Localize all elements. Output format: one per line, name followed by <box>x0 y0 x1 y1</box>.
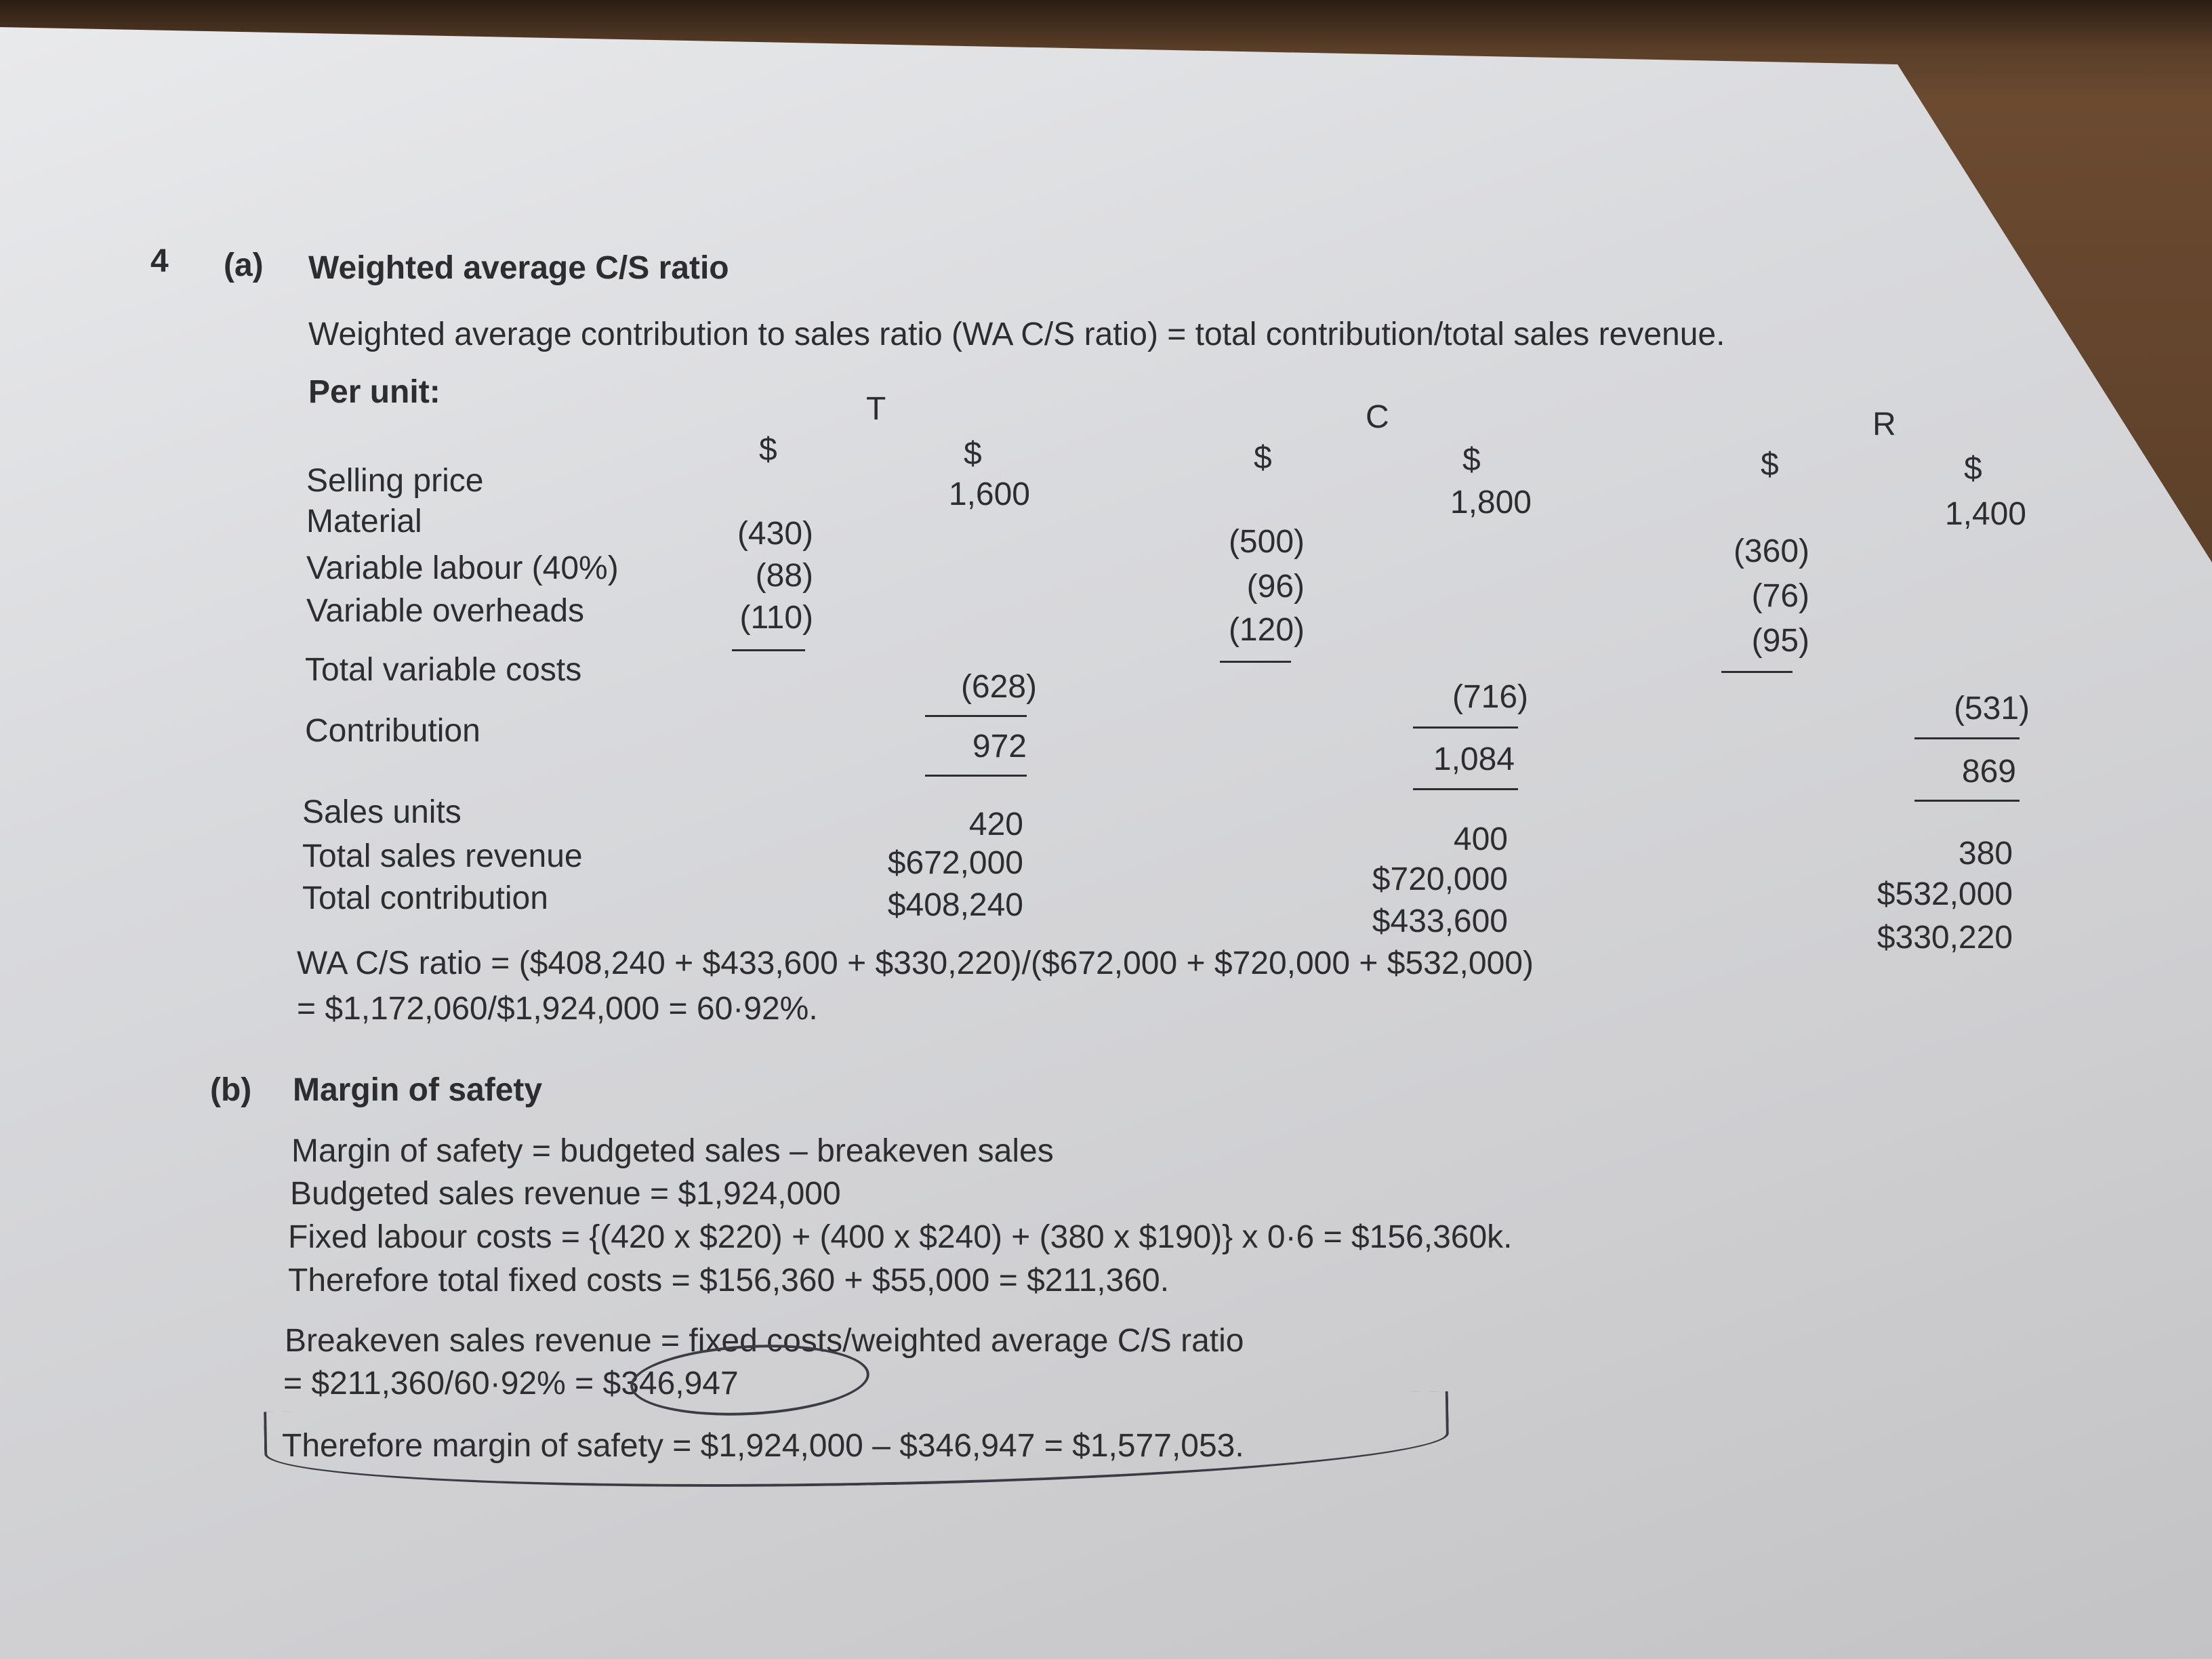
row-label-total-variable-costs: Total variable costs <box>305 652 582 688</box>
c-contribution-rule <box>1413 788 1518 790</box>
t-contribution: 972 <box>972 729 1027 764</box>
c-variable-overheads: (120) <box>1228 612 1305 648</box>
per-unit-label: Per unit: <box>308 374 441 410</box>
row-label-selling-price: Selling price <box>306 463 484 499</box>
c-total-contribution: $433,600 <box>1372 903 1508 939</box>
total-fixed-costs: Therefore total fixed costs = $156,360 + $55,000 = $211,360. <box>288 1263 1170 1298</box>
r-total-contribution: $330,220 <box>1877 920 2013 956</box>
r-sales-units: 380 <box>1958 836 2013 872</box>
question-number: 4 <box>150 243 169 279</box>
t-material: (430) <box>737 516 813 552</box>
r-total-rule <box>1914 737 2020 739</box>
c-total-variable-costs: (716) <box>1452 679 1528 715</box>
c-total-rule <box>1413 726 1518 729</box>
c-subtotal-rule <box>1220 661 1291 663</box>
part-a-label: (a) <box>224 247 264 283</box>
breakeven-formula: Breakeven sales revenue = fixed costs/weighted average C/S ratio <box>285 1323 1244 1359</box>
r-variable-labour: (76) <box>1751 578 1809 614</box>
currency-header: $ <box>1761 447 1779 483</box>
r-contribution: 869 <box>1961 754 2016 790</box>
r-total-sales-revenue: $532,000 <box>1877 876 2013 912</box>
c-total-sales-revenue: $720,000 <box>1372 861 1508 897</box>
part-a-intro: Weighted average contribution to sales ratio (WA C/S ratio) = total contribution/total sales revenue. <box>308 316 1725 352</box>
r-material: (360) <box>1733 533 1809 569</box>
t-total-contribution: $408,240 <box>887 887 1023 923</box>
currency-header: $ <box>759 432 777 468</box>
r-subtotal-rule <box>1721 671 1793 673</box>
r-total-variable-costs: (531) <box>1953 691 2030 726</box>
row-label-variable-overheads: Variable overheads <box>306 593 585 629</box>
row-label-total-contribution: Total contribution <box>302 880 548 916</box>
t-total-variable-costs: (628) <box>960 669 1037 705</box>
row-label-variable-labour: Variable labour (40%) <box>306 550 619 586</box>
fixed-labour-costs: Fixed labour costs = {(420 x $220) + (400 x $240) + (380 x $190)} x 0·6 = $156,360k. <box>288 1219 1513 1255</box>
c-sales-units: 400 <box>1453 821 1508 857</box>
part-a-heading: Weighted average C/S ratio <box>308 250 729 286</box>
breakeven-result: = $211,360/60·92% = $346,947 <box>283 1366 739 1401</box>
row-label-total-sales-revenue: Total sales revenue <box>302 838 583 874</box>
t-subtotal-rule <box>732 649 805 651</box>
t-variable-labour: (88) <box>755 558 813 594</box>
margin-of-safety-definition: Margin of safety = budgeted sales – breakeven sales <box>291 1133 1054 1169</box>
r-contribution-rule <box>1914 800 2020 802</box>
wa-ratio-result: = $1,172,060/$1,924,000 = 60·92%. <box>297 991 818 1027</box>
part-b-label: (b) <box>210 1072 252 1108</box>
r-variable-overheads: (95) <box>1751 623 1809 659</box>
row-label-sales-units: Sales units <box>302 794 462 830</box>
wa-ratio-formula: WA C/S ratio = ($408,240 + $433,600 + $330,220)/($672,000 + $720,000 + $532,000) <box>297 945 1534 981</box>
product-header-t: T <box>866 391 886 427</box>
t-total-rule <box>925 715 1027 717</box>
c-material: (500) <box>1228 524 1305 560</box>
row-label-material: Material <box>306 504 422 539</box>
t-contribution-rule <box>925 775 1027 777</box>
part-b-heading: Margin of safety <box>293 1072 543 1108</box>
c-variable-labour: (96) <box>1246 569 1305 605</box>
c-selling-price: 1,800 <box>1450 485 1532 520</box>
t-sales-units: 420 <box>968 806 1023 842</box>
row-label-contribution: Contribution <box>305 713 480 749</box>
currency-header: $ <box>1462 442 1481 478</box>
t-selling-price: 1,600 <box>948 476 1030 512</box>
t-total-sales-revenue: $672,000 <box>887 845 1023 881</box>
product-header-r: R <box>1872 407 1896 443</box>
currency-header: $ <box>964 436 982 472</box>
currency-header: $ <box>1964 451 1982 487</box>
c-contribution: 1,084 <box>1433 741 1515 777</box>
product-header-c: C <box>1366 399 1389 435</box>
margin-of-safety-result: Therefore margin of safety = $1,924,000 – $346,947 = $1,577,053. <box>282 1428 1244 1464</box>
currency-header: $ <box>1254 440 1272 476</box>
budgeted-sales-revenue: Budgeted sales revenue = $1,924,000 <box>290 1176 841 1212</box>
t-variable-overheads: (110) <box>739 600 813 636</box>
r-selling-price: 1,400 <box>1944 496 2026 532</box>
